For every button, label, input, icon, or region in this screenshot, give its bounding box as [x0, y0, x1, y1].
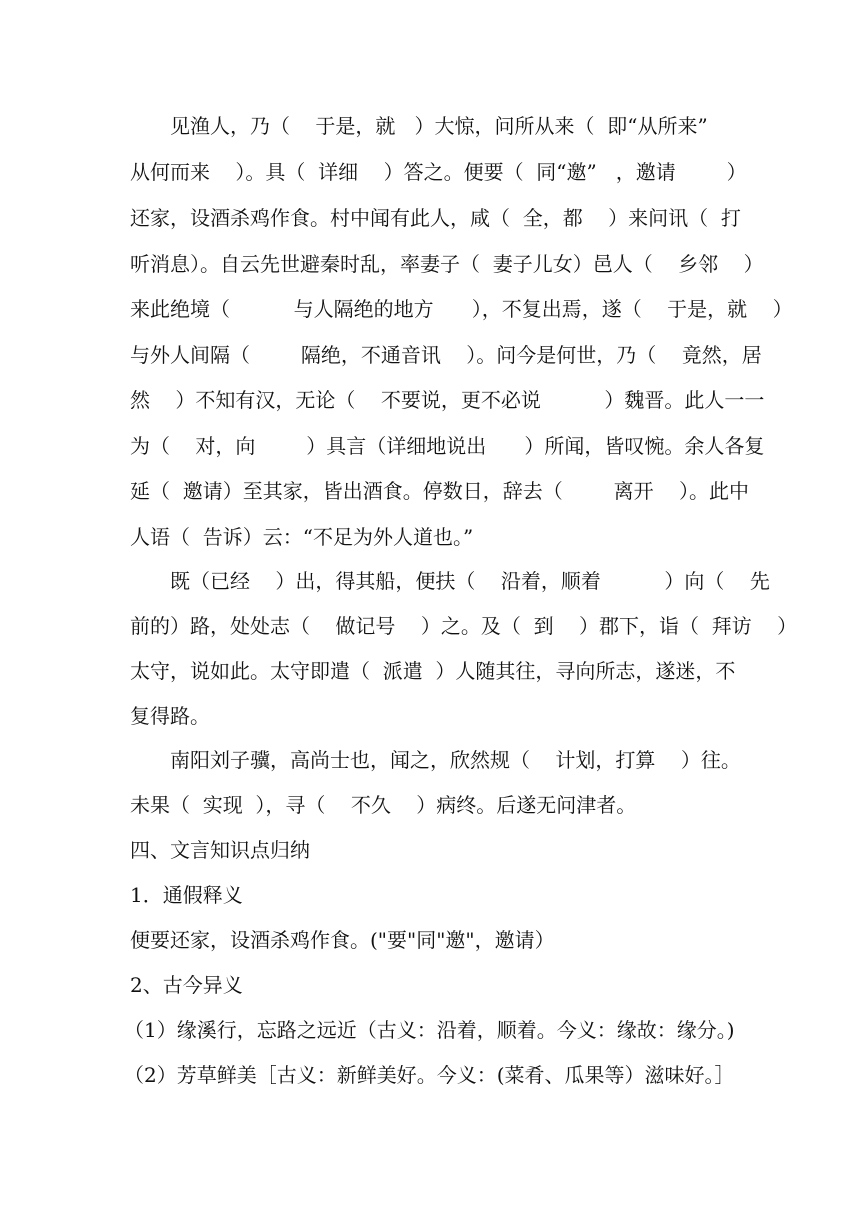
- text-line: 太守，说如此。太守即遣（ 派遣 ）人随其往，寻向所志，遂迷，不: [130, 659, 736, 683]
- text-line: 为（ 对，向 ）具言（详细地说出 ）所闻，皆叹惋。余人各复: [130, 434, 765, 458]
- text-line: 前的）路，处处志（ 做记号 ）之。及（ 到 ）郡下，诣（ 拜访 ）: [130, 614, 798, 638]
- text-line: 然 ）不知有汉，无论（ 不要说，更不必说 ）魏晋。此人一一: [130, 388, 765, 412]
- list-item: （1）缘溪行，忘路之远近（古义：沿着，顺着。今义：缘故：缘分。): [124, 1018, 735, 1042]
- subsection-title: 1．通假释义: [130, 883, 243, 907]
- text-line: 既（已经 ）出，得其船，便扶（ 沿着，顺着 ）向（ 先: [170, 569, 770, 593]
- text-line: 复得路。: [130, 704, 210, 728]
- text-line: 未果（ 实现 ），寻（ 不久 ）病终。后遂无问津者。: [130, 793, 637, 817]
- text-line: 从何而来 ）。具（ 详细 ）答之。便要（ 同“邀” ，邀请 ）: [130, 160, 747, 184]
- text-line: 来此绝境（ 与人隔绝的地方 ），不复出焉，遂（ 于是，就 ）: [130, 297, 793, 321]
- list-item: （2）芳草鲜美［古义：新鲜美好。今义：(菜肴、瓜果等）滋味好。］: [124, 1063, 735, 1087]
- text-line: 人语（ 告诉）云：“不足为外人道也。”: [130, 525, 474, 549]
- subsection-title: 2、古今异义: [130, 973, 243, 997]
- text-line: 便要还家，设酒杀鸡作食。("要"同"邀"，邀请）: [130, 928, 555, 952]
- text-line: 延（ 邀请）至其家，皆出酒食。停数日，辞去（ 离开 ）。此中: [130, 479, 750, 503]
- section-heading: 四、文言知识点归纳: [130, 838, 310, 862]
- text-line: 与外人间隔（ 隔绝，不通音讯 ）。问今是何世，乃（ 竟然，居: [130, 343, 762, 367]
- text-line: 见渔人，乃（ 于是，就 ）大惊，问所从来（ 即“从所来”: [170, 114, 708, 138]
- text-line: 听消息）。自云先世避秦时乱，率妻子（ 妻子儿女）邑人（ 乡邻 ）: [130, 252, 764, 276]
- text-line: 还家，设酒杀鸡作食。村中闻有此人，咸（ 全，都 ）来问讯（ 打: [130, 206, 741, 230]
- text-line: 南阳刘子骥，高尚士也，闻之，欣然规（ 计划，打算 ）往。: [170, 748, 741, 772]
